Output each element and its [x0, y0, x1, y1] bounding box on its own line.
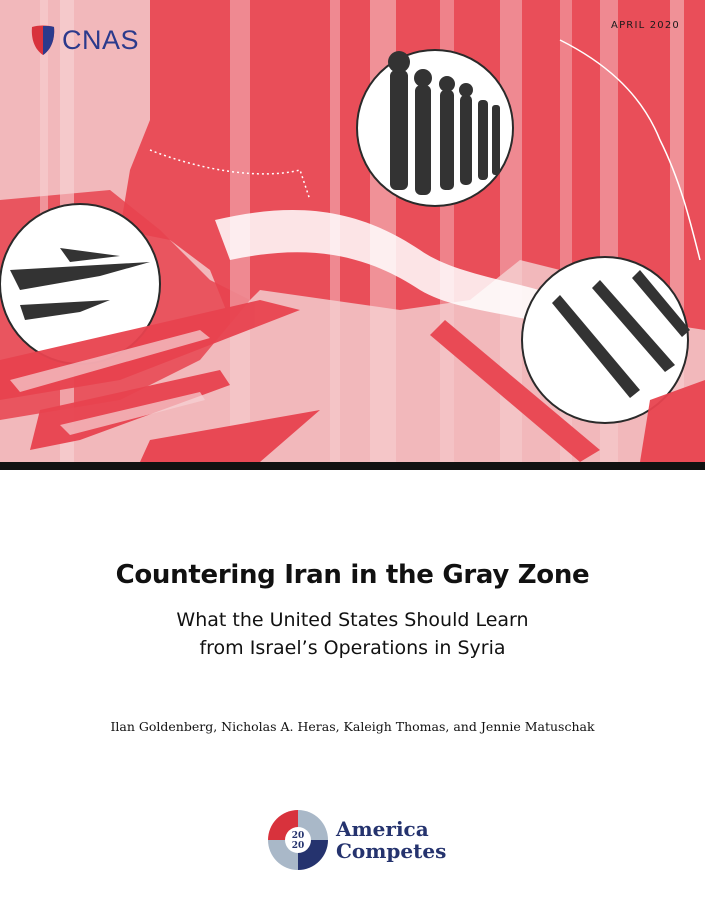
cnas-logo [30, 24, 139, 56]
cover-divider [0, 462, 705, 470]
report-subtitle [0, 606, 705, 662]
badge-line-2: Competes [336, 839, 447, 863]
authors: Ilan Goldenberg, Nicholas A. Heras, Kaleigh Thomas, and Jennie Matuschak [110, 719, 595, 734]
badge-year-top: 20 [291, 831, 305, 841]
america-competes-icon [268, 810, 328, 870]
subtitle-line-2: from Israel’s Operations in Syria [199, 637, 506, 659]
subtitle-line-1: What the United States Should Learn [176, 609, 529, 631]
america-competes-badge [268, 810, 446, 870]
shield-icon [30, 24, 56, 56]
badge-year-bottom: 20 [291, 841, 305, 851]
badge-text [336, 818, 446, 862]
publication-date: APRIL 2020 [611, 20, 680, 31]
logo-text: CNAS [62, 24, 140, 55]
badge-line-1: America [336, 817, 429, 841]
report-title: Countering Iran in the Gray Zone [115, 560, 590, 590]
